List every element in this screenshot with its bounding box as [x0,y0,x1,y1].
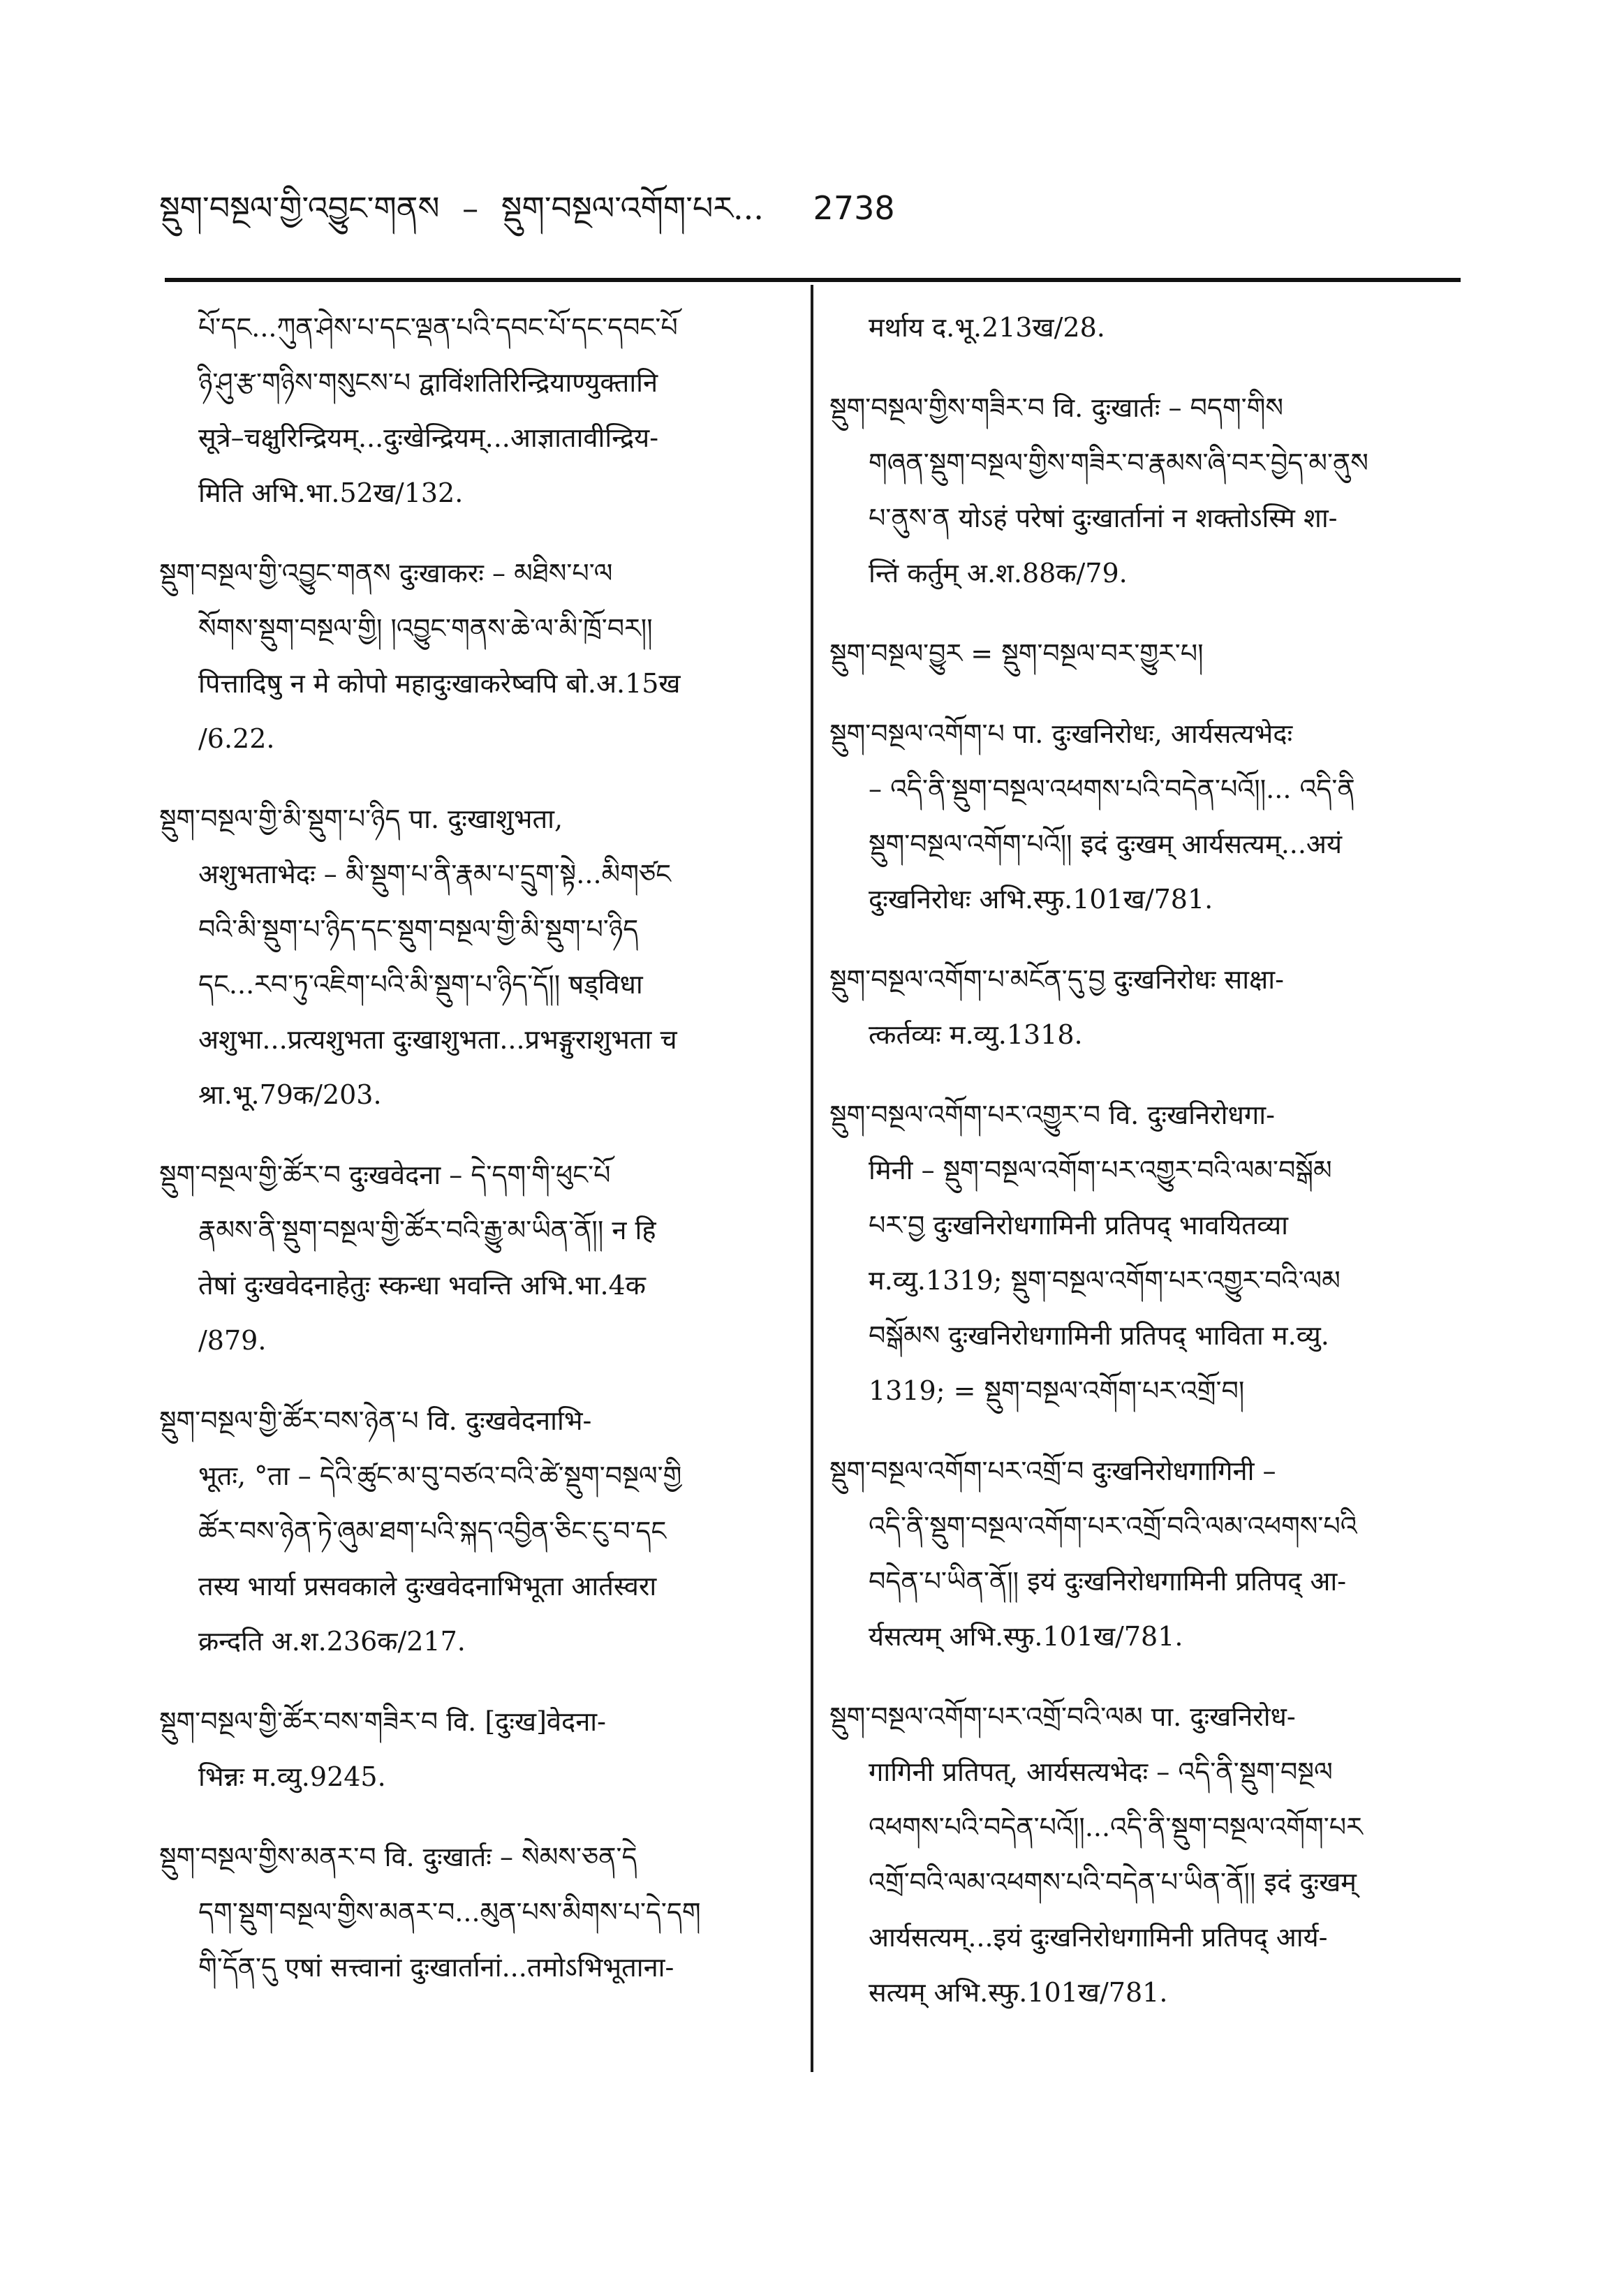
entry-line: འདི་ནི་སྡུག་བསྔལ་འགོག་པར་འགྲོ་བའི་ལམ་འཕགས་པའི [869,1511,1357,1541]
dictionary-entry [159,546,788,767]
entry-line: འགྲོ་བའི་ལམ་འཕགས་པའི་བདེན་པ་ཡིན་ནོ།། इदं दुःखम् [869,1867,1357,1898]
entry-line: सत्यम् अभि.स्फु.101ख/781. [869,1977,1168,2008]
dictionary-entry [159,1694,788,1805]
entry-line: श्रा.भू.79क/203. [198,1079,382,1110]
entry-line: ཚོར་བས་ཉེན་ཏེ་ཞུམ་ཐག་པའི་སྐད་འབྱིན་ཅིང་ངུ་བ་དང [198,1516,667,1546]
entry-line: गागिनी प्रतिपत्, आर्यसत्यभेदः – འདི་ནི་སྡུག་བསྔལ [869,1756,1333,1787]
entry-line: གི་དོན་དུ एषां सत्त्वानां दुःखार्तानां...तमोऽभिभूताना- [198,1952,674,1983]
dictionary-entry [159,792,788,1123]
entry-line: པར་བྱ दुःखनिरोधगामिनी प्रतिपद् भावयितव्या [869,1210,1288,1241]
entry-headword-line: སྡུག་བསྔལ་གྱིས་མནར་བ वि. दुःखार्तः – སེམས་ཅན་དེ [159,1842,637,1872]
entry-line: दुःखनिरोधः अभि.स्फु.101ख/781. [869,884,1213,915]
entry-line: བའི་མི་སྡུག་པ་ཉིད་དང་སྡུག་བསྔལ་གྱི་མི་སྡུག་པ་ཉིད [198,914,639,945]
entry-line: – འདི་ནི་སྡུག་བསྔལ་འཕགས་པའི་བདེན་པའོ།།... འདི་ནི [869,774,1355,804]
column-divider [811,285,813,2072]
dictionary-entry [159,1830,788,1995]
right-column [829,300,1458,2046]
dictionary-entry [829,1689,1458,2020]
entry-headword-line: སྡུག་བསྔལ་འགོག་པར་འགྲོ་བ दुःखनिरोधगागिनी – [829,1456,1276,1486]
entry-line: अशुभताभेदः – མི་སྡུག་པ་ནི་རྣམ་པ་དྲུག་སྟེ...མིགཙང [198,859,672,889]
dictionary-entry [829,707,1458,927]
entry-line: གཞན་སྡུག་བསྔལ་གྱིས་གཟིར་བ་རྣམས་ཞི་བར་བྱེད་མ་ནུས [869,448,1368,478]
entry-line: न्तिं कर्तुम् अ.श.88क/79. [869,558,1128,589]
dictionary-entry [159,1148,788,1368]
entry-line: ཉི་ཤུ་རྩ་གཉིས་གསུངས་པ द्वाविंशतिरिन्द्रियाण्युक्तानि [198,367,658,398]
header-right-term: སྡུག་བསྔལ་འགོག་པར... [501,189,764,227]
entry-line: भिन्नः म.व्यु.9245. [198,1761,386,1792]
entry-line: मिति अभि.भा.52ख/132. [198,478,464,508]
header-rule [165,278,1461,282]
entry-line: དག་སྡུག་བསྔལ་གྱིས་མནར་བ...མུན་པས་མིགས་པ་དེ་དག [198,1897,701,1928]
dictionary-entry [829,952,1458,1063]
entry-headword-line: སྡུག་བསྔལ་གྱི་ཚོར་བ दुःखवेदना – དེ་དག་གི་ཕུང་པོ [159,1160,611,1190]
entry-line: /6.22. [198,723,275,754]
entry-headword-line: སྡུག་བསྔལ་གྱི་འབྱུང་གནས दुःखाकरः – མཐིས་པ་ལ [159,558,613,589]
entry-line: मिनी – སྡུག་བསྔལ་འགོག་པར་འགྱུར་བའི་ལམ་བསྒོམ [869,1155,1332,1185]
entry-line: འཕགས་པའི་བདེན་པའོ།།...འདི་ནི་སྡུག་བསྔལ་འགོག་པར [869,1812,1363,1842]
entry-headword-line: སྡུག་བསྔལ་འགོག་པར་འགྲོ་བའི་ལམ पा. दुःखनिरोध- [829,1701,1296,1732]
entry-line: तस्य भार्या प्रसवकाले दुःखवेदनाभिभूता आर्तस्वरा [198,1571,657,1602]
left-column [159,300,788,2020]
header-separator: – [462,189,479,227]
dictionary-entry [829,1088,1458,1419]
entry-line: རྣམས་ནི་སྡུག་བསྔལ་གྱི་ཚོར་བའི་རྒྱུ་མ་ཡིན་ནོ།། न हि [198,1215,656,1245]
entry-headword-line: སྡུག་བསྔལ་འགོག་པ पा. दुःखनिरोधः, आर्यसत्यभेदः [829,718,1293,749]
header-left-term: སྡུག་བསྔལ་གྱི་འབྱུང་གནས [159,189,440,227]
entry-line: र्यसत्यम् अभि.स्फु.101ख/781. [869,1621,1183,1652]
dictionary-entry [829,380,1458,601]
entry-line: /879. [198,1325,267,1356]
entry-line: པ་ནུས་ན योऽहं परेषां दुःखार्तानां न शक्तोऽस्मि शा- [869,503,1338,533]
page-number: 2738 [813,189,895,227]
entry-line: སྡུག་བསྔལ་འགོག་པའོ།། इदं दुःखम् आर्यसत्यम्...अयं [869,829,1343,859]
dictionary-entry [829,300,1458,355]
entry-line: སོགས་སྡུག་བསྔལ་གྱི། །འབྱུང་གནས་ཆེ་ལ་མི་ཁྲོ་བར།། [198,613,653,644]
entry-line: मर्थाय द.भू.213ख/28. [869,312,1105,343]
entry-headword-line: སྡུག་བསྔལ་བྱུར = སྡུག་བསྔལ་བར་གྱུར་པ། [829,638,1204,669]
dictionary-entry [829,626,1458,681]
entry-headword-line: སྡུག་བསྔལ་གྱི་ཚོར་བས་གཟིར་བ वि. [दुःख]वेदना- [159,1706,606,1737]
entry-line: པོ་དང...ཀུན་ཤེས་པ་དང་ལྡན་པའི་དབང་པོ་དང་དབང་པོ [198,312,678,343]
running-header [159,166,1486,250]
dictionary-entry [159,1393,788,1669]
dictionary-entry [829,1444,1458,1664]
entry-headword-line: སྡུག་བསྔལ་གྱི་མི་སྡུག་པ་ཉིད पा. दुःखाशुभता, [159,804,563,834]
entry-line: म.व्यु.1319; སྡུག་བསྔལ་འགོག་པར་འགྱུར་བའི་ལམ [869,1265,1341,1296]
page-edge [1590,0,1624,2278]
entry-line: तेषां दुःखवेदनाहेतुः स्कन्धा भवन्ति अभि.भा.4क [198,1270,646,1301]
entry-line: क्रन्दति अ.श.236क/217. [198,1626,466,1657]
entry-line: सूत्रे–चक्षुरिन्द्रियम्...दुःखेन्द्रियम्...आज्ञातावीन्द्रिय- [198,422,659,453]
entry-line: पित्तादिषु न मे कोपो महादुःखाकरेष्वपि बो.अ.15ख [198,668,681,699]
entry-headword-line: སྡུག་བསྔལ་འགོག་པ་མངོན་དུ་བྱ दुःखनिरोधः साक्षा- [829,964,1284,995]
entry-headword-line: སྡུག་བསྔལ་གྱི་ཚོར་བས་ཉེན་པ वि. दुःखवेदनाभि- [159,1405,592,1436]
entry-line: अशुभा...प्रत्यशुभता दुःखाशुभता...प्रभङ्गुराशुभता च [198,1024,677,1055]
entry-line: त्कर्तव्यः म.व्यु.1318. [869,1019,1083,1050]
entry-line: བསྒོམས दुःखनिरोधगामिनी प्रतिपद् भाविता म.व्यु. [869,1320,1329,1351]
entry-headword-line: སྡུག་བསྔལ་གྱིས་གཟིར་བ वि. दुःखार्तः – བདག་གིས [829,392,1284,423]
entry-line: 1319; = སྡུག་བསྔལ་འགོག་པར་འགྲོ་བ། [869,1375,1245,1406]
dictionary-entry [159,300,788,521]
entry-line: भूतः, °ता – དེའི་ཚུང་མ་བུ་བཙའ་བའི་ཚེ་སྡུག་བསྔལ་གྱི [198,1460,682,1491]
entry-headword-line: སྡུག་བསྔལ་འགོག་པར་འགྱུར་བ वि. दुःखनिरोधगा- [829,1100,1275,1130]
entry-line: བདེན་པ་ཡིན་ནོ།། इयं दुःखनिरोधगामिनी प्रतिपद् आ- [869,1566,1347,1597]
entry-line: དང...རབ་ཏུ་འཇིག་པའི་མི་སྡུག་པ་ཉིད་དོ།། षड्विधा [198,969,643,1000]
entry-line: आर्यसत्यम्...इयं दुःखनिरोधगामिनी प्रतिपद् आर्य- [869,1922,1328,1953]
